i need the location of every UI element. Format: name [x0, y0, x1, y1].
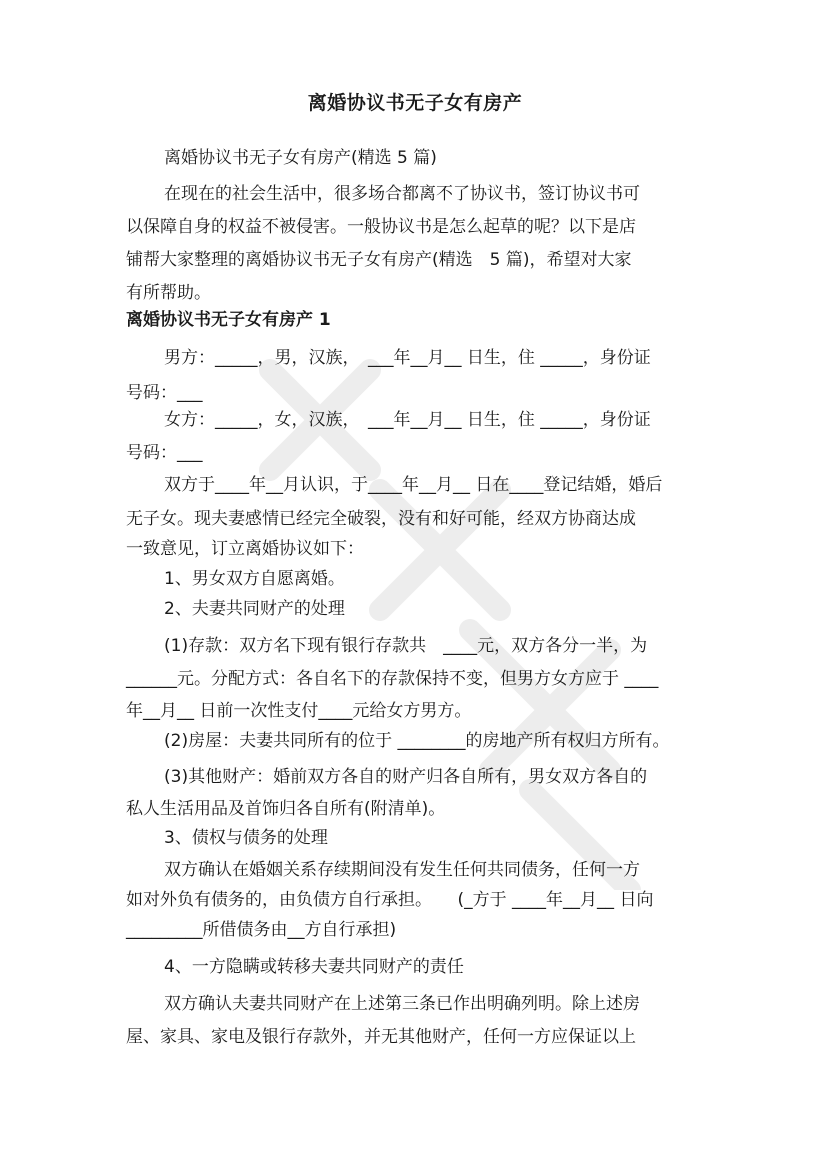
paragraph-line: (1)存款：双方名下现有银行存款共 ____元，双方各分一半，为: [164, 636, 648, 656]
paragraph-line: 年__月__ 日前一次性支付____元给女方男方。: [126, 701, 472, 721]
paragraph-line: 男方：_____，男，汉族， ___年__月__ 日生，住 _____，身份证: [164, 348, 651, 368]
section-heading: 离婚协议书无子女有房产 1: [126, 310, 331, 330]
subtitle-line: 离婚协议书无子女有房产(精选 5 篇): [164, 148, 437, 168]
paragraph-line: 双方于____年__月认识，于____年__月__ 日在____登记结婚，婚后: [164, 475, 663, 495]
paragraph-line: 私人生活用品及首饰归各自所有(附清单)。: [126, 799, 446, 819]
document-title: 离婚协议书无子女有房产: [307, 92, 523, 114]
list-item: 3、债权与债务的处理: [164, 828, 328, 848]
paragraph-line: 屋、家具、家电及银行存款外，并无其他财产，任何一方应保证以上: [126, 1027, 636, 1047]
paragraph-line: 一致意见，订立离婚协议如下：: [126, 539, 364, 559]
list-item: 4、一方隐瞒或转移夫妻共同财产的责任: [164, 957, 464, 977]
paragraph-line: 双方确认夫妻共同财产在上述第三条已作出明确列明。除上述房: [164, 994, 640, 1014]
paragraph-line: 铺帮大家整理的离婚协议书无子女有房产(精选 5 篇)，希望对大家: [126, 250, 632, 270]
paragraph-line: ______元。分配方式：各自名下的存款保持不变，但男方女方应于 ____: [126, 669, 659, 689]
paragraph-line: _________所借债务由__方自行承担): [126, 920, 397, 940]
paragraph-line: (3)其他财产：婚前双方各自的财产归各自所有，男女双方各自的: [164, 767, 648, 787]
paragraph-line: 有所帮助。: [126, 283, 211, 303]
paragraph-line: 女方：_____，女，汉族， ___年__月__ 日生，住 _____，身份证: [164, 410, 651, 430]
paragraph-line: 无子女。现夫妻感情已经完全破裂，没有和好可能，经双方协商达成: [126, 509, 636, 529]
list-item: 2、夫妻共同财产的处理: [164, 599, 345, 619]
paragraph-line: 号码：___: [126, 443, 203, 463]
paragraph-line: 以保障自身的权益不被侵害。一般协议书是怎么起草的呢？以下是店: [126, 217, 636, 237]
paragraph-line: 在现在的社会生活中，很多场合都离不了协议书，签订协议书可: [164, 184, 640, 204]
paragraph-line: (2)房屋：夫妻共同所有的位于 ________的房地产所有权归方所有。: [164, 731, 670, 751]
list-item: 1、男女双方自愿离婚。: [164, 569, 345, 589]
paragraph-line: 号码：___: [126, 383, 203, 403]
paragraph-line: 如对外负有债务的，由负债方自行承担。 (_方于 ____年__月__ 日向: [126, 890, 654, 910]
paragraph-line: 双方确认在婚姻关系存续期间没有发生任何共同债务，任何一方: [164, 860, 640, 880]
